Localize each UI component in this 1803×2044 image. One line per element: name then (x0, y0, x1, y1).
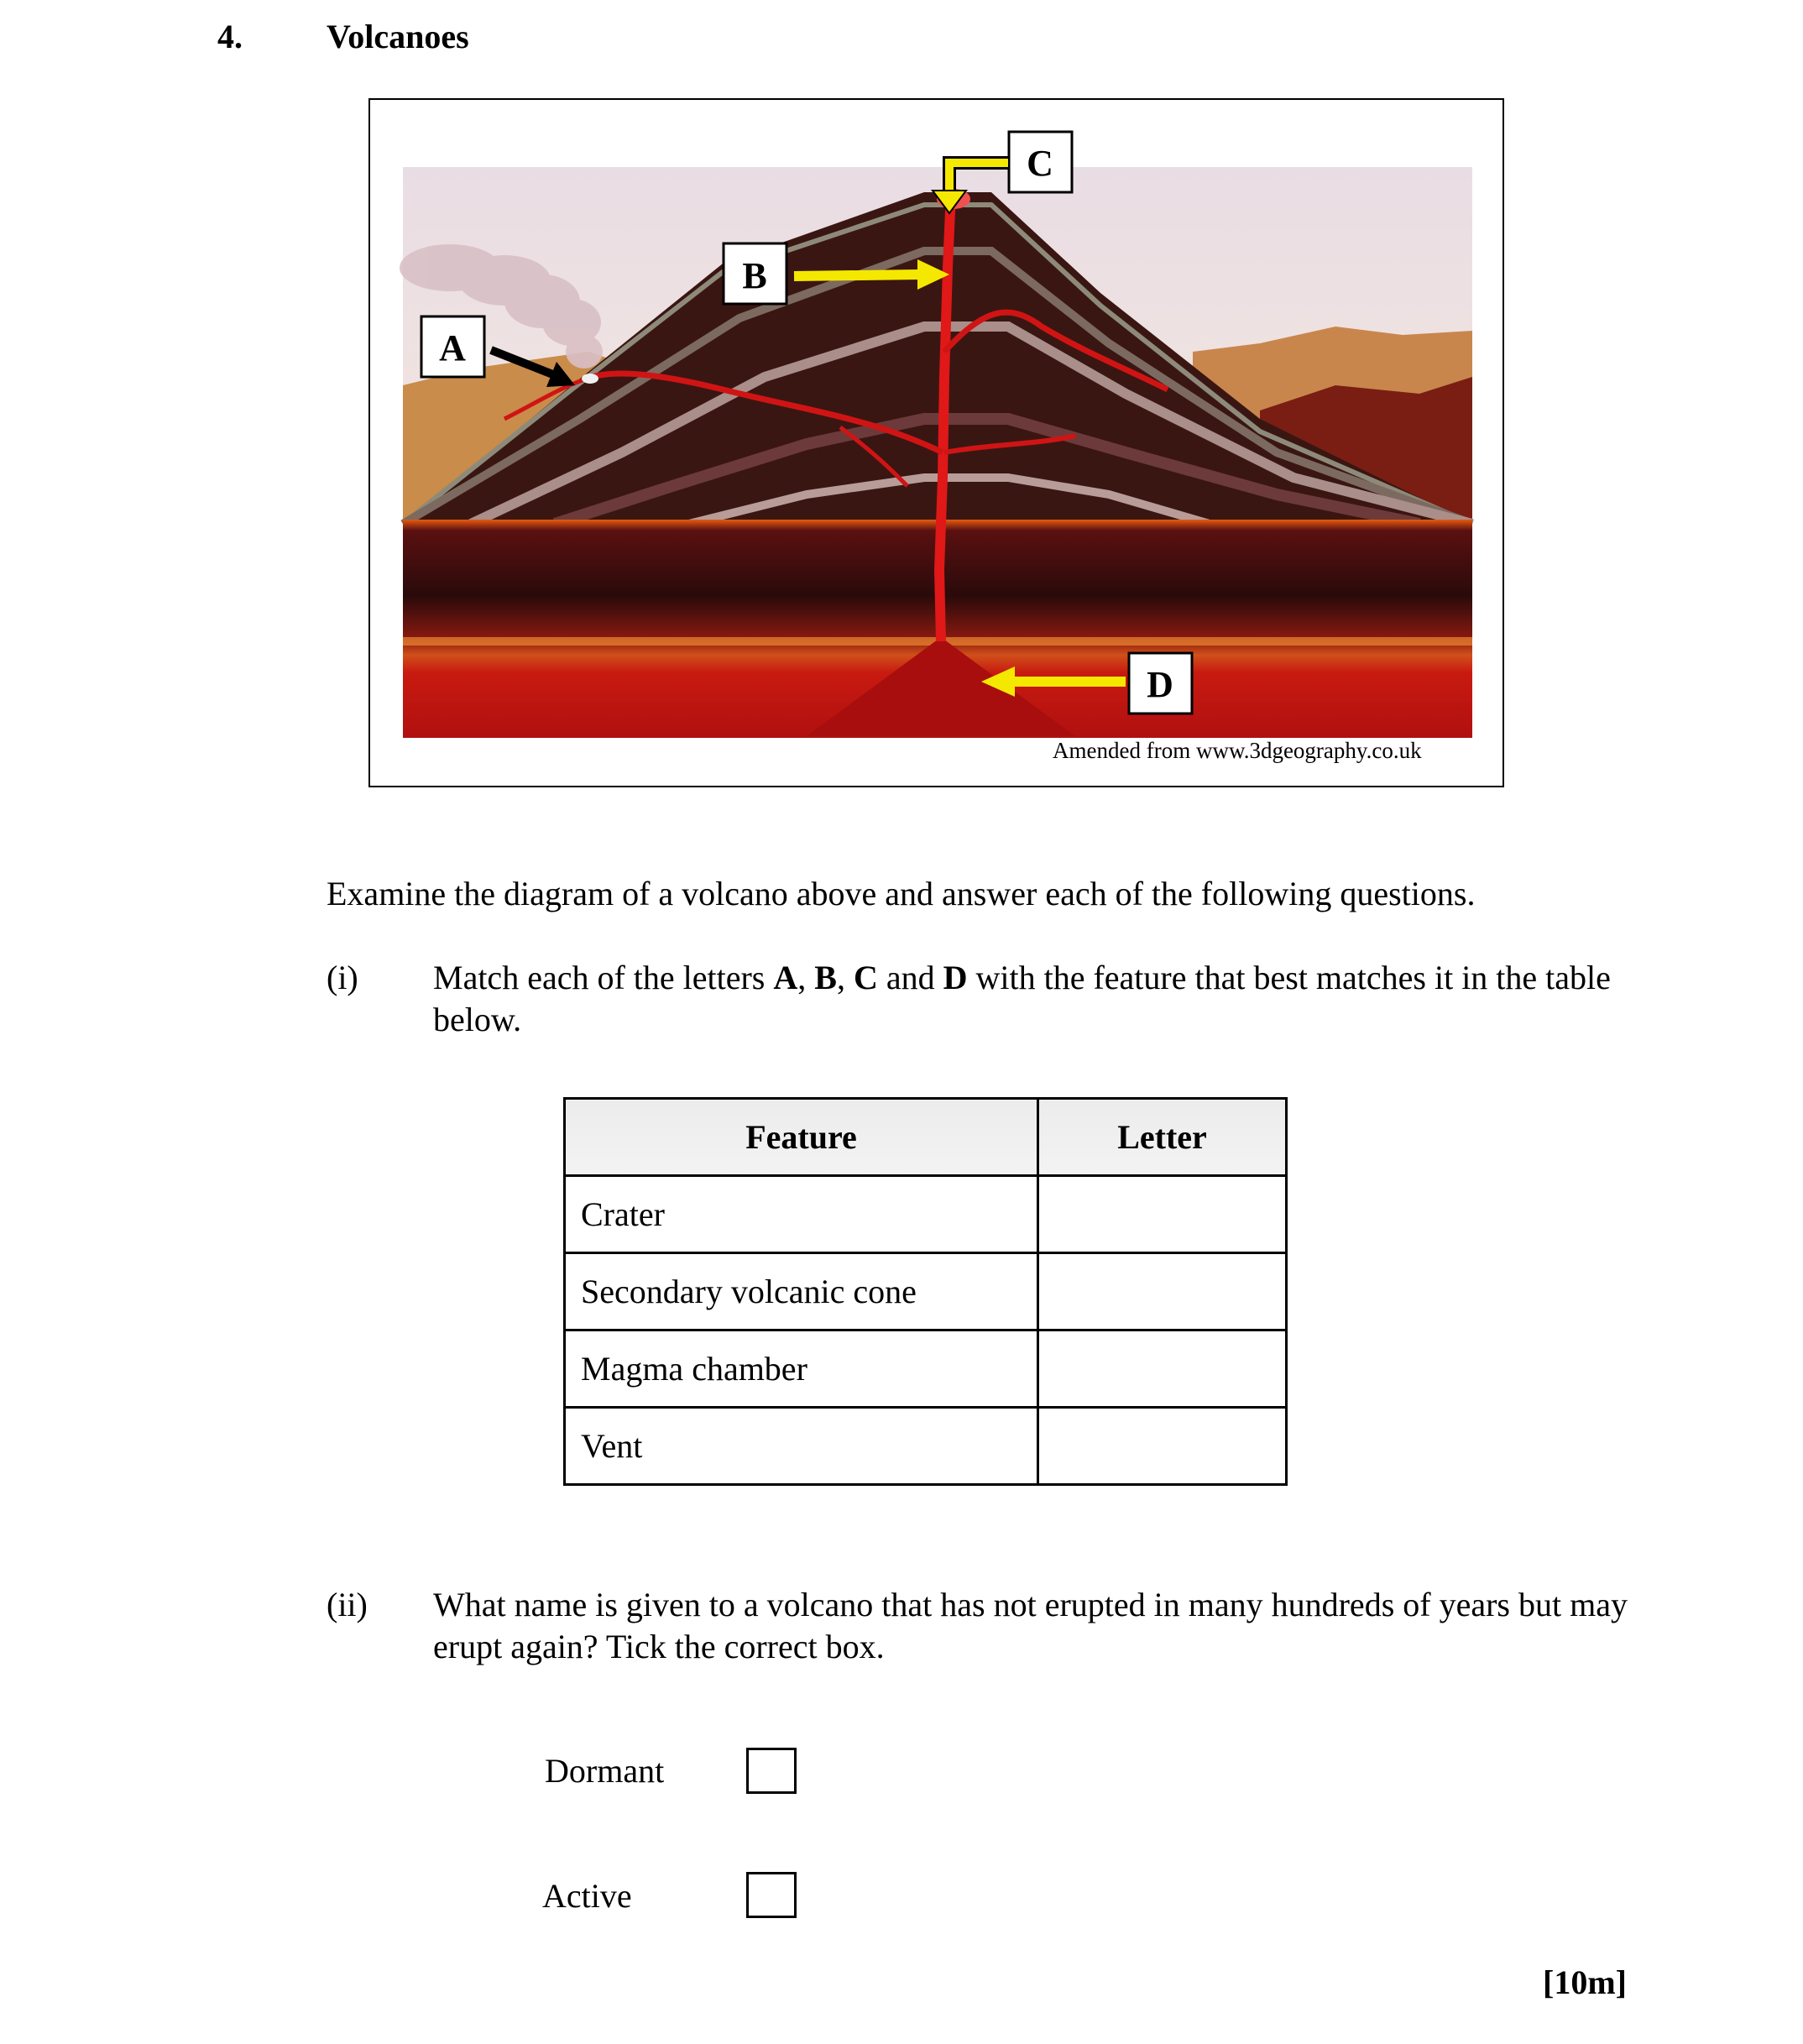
feature-cell: Vent (565, 1408, 1038, 1485)
part-i-label: (i) (327, 959, 358, 996)
option-active-label: Active (542, 1877, 632, 1915)
option-dormant-label: Dormant (545, 1752, 665, 1790)
part-i-text-segment: and (877, 959, 943, 996)
part-i-text-segment: , (797, 959, 815, 996)
secondary-cone-opening (582, 374, 598, 384)
table-row (565, 1408, 1287, 1485)
option-dormant-checkbox[interactable] (746, 1748, 797, 1794)
letter-answer-cell[interactable] (1038, 1176, 1287, 1253)
part-ii-text: What name is given to a volcano that has not erupted in many hundreds of years but may erupt again? Tick the correct box. (433, 1586, 1628, 1665)
label-b (724, 243, 787, 304)
label-a (421, 316, 484, 377)
label-b-text: B (742, 255, 767, 296)
letter-a: A (773, 959, 798, 996)
label-c (1009, 132, 1072, 192)
letter-answer-cell[interactable] (1038, 1253, 1287, 1330)
letter-d: D (943, 959, 968, 996)
label-a-text: A (439, 327, 466, 369)
part-i-text-segment: Match each of the letters (433, 959, 774, 996)
label-c-text: C (1027, 143, 1053, 184)
feature-cell: Crater (565, 1176, 1038, 1253)
table-row (565, 1253, 1287, 1330)
label-d-text: D (1147, 664, 1173, 705)
letter-b: B (814, 959, 837, 996)
part-i-text-segment: with the feature that best matches it in the table below. (433, 959, 1611, 1038)
feature-cell: Secondary volcanic cone (565, 1253, 1038, 1330)
header-letter: Letter (1038, 1099, 1287, 1176)
table-header-row (565, 1099, 1287, 1176)
intro-text: Examine the diagram of a volcano above and answer each of the following questions. (327, 875, 1476, 912)
letter-answer-cell[interactable] (1038, 1330, 1287, 1408)
letter-c: C (853, 959, 878, 996)
question-number: 4. (217, 18, 243, 55)
marks-total: [10m] (1543, 1963, 1627, 2001)
part-i-text (433, 957, 1650, 1041)
feature-table (563, 1097, 1288, 1486)
part-i-text-segment: , (836, 959, 854, 996)
volcano-diagram (370, 100, 1506, 789)
label-d (1129, 653, 1192, 714)
part-ii-label: (ii) (327, 1586, 368, 1623)
table-row (565, 1176, 1287, 1253)
volcano-figure (368, 98, 1504, 787)
table-row (565, 1330, 1287, 1408)
letter-answer-cell[interactable] (1038, 1408, 1287, 1485)
question-title: Volcanoes (327, 18, 469, 55)
feature-cell: Magma chamber (565, 1330, 1038, 1408)
figure-credit: Amended from www.3dgeography.co.uk (1053, 738, 1422, 763)
option-active-checkbox[interactable] (746, 1872, 797, 1918)
header-feature: Feature (565, 1099, 1038, 1176)
